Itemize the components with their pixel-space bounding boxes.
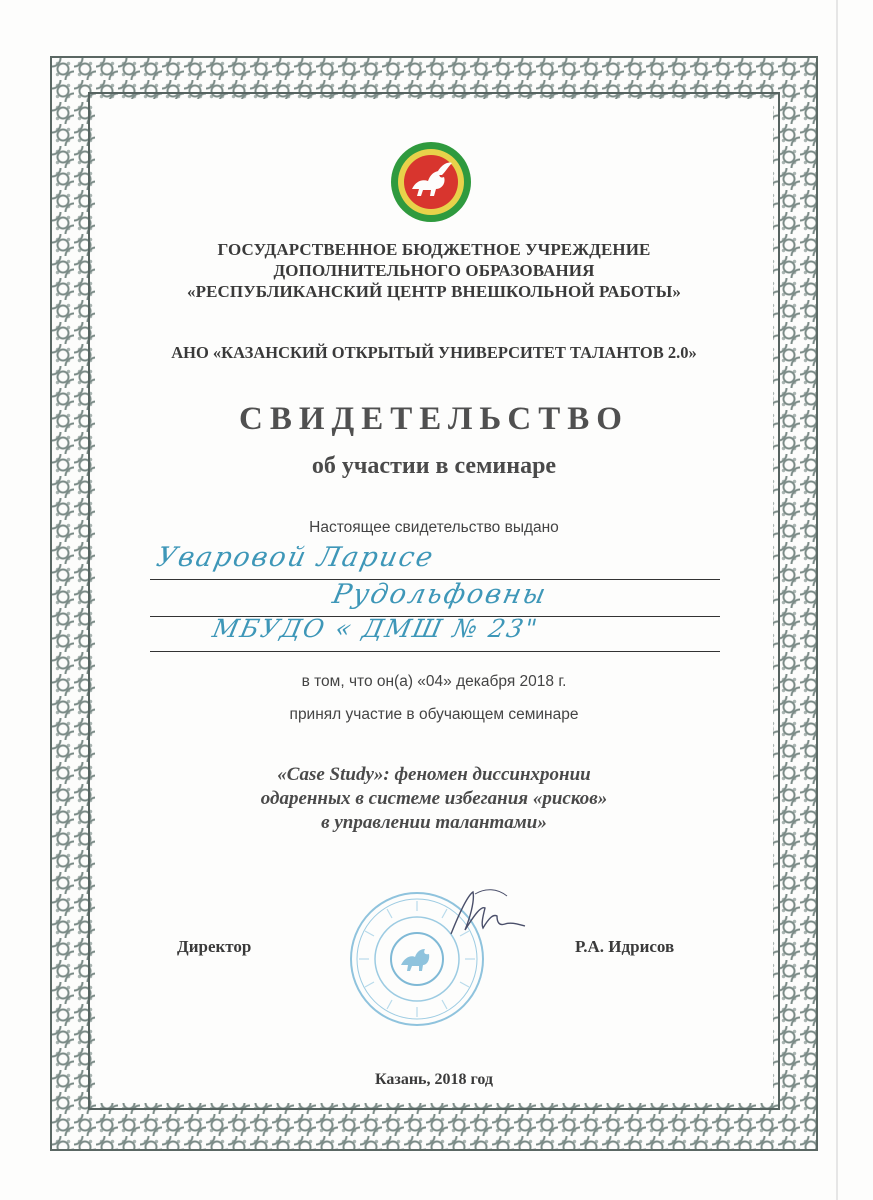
seminar-topic [95,763,773,835]
director-signature-icon [445,884,535,944]
recipient-line-1: Уваровой Ларисе [153,542,438,573]
participated-text: принял участие в обучающем семинаре [289,706,579,723]
topic-line-1: «Case Study»: феномен диссинхронии [277,764,591,785]
org-line-2: ДОПОЛНИТЕЛЬНОГО ОБРАЗОВАНИЯ [273,261,595,280]
signatory-role: Директор [177,937,252,956]
organization-name [95,239,773,302]
name-underline-3 [150,651,720,652]
date-text: в том, что он(а) «04» декабря 2018 г. [301,673,567,690]
topic-line-2: одаренных в системе избегания «рисков» [260,788,608,809]
signatory-name: Р.А. Идрисов [575,937,675,956]
page-edge [836,0,838,1200]
topic-line-3: в управлении талантами» [321,812,547,833]
recipient-line-3: МБУДО « ДМШ № 23" [209,614,542,643]
recipient-line-2: Рудольфовны [329,579,551,610]
certificate-body [95,99,773,1103]
ano-name: АНО «КАЗАНСКИЙ ОТКРЫТЫЙ УНИВЕРСИТЕТ ТАЛАНТОВ 2.0» [171,343,697,362]
certificate-subtitle: об участии в семинаре [311,453,557,479]
certificate-title: СВИДЕТЕЛЬСТВО [239,401,629,437]
place-year: Казань, 2018 год [375,1071,493,1088]
tatarstan-emblem-icon [390,141,472,223]
org-line-1: ГОСУДАРСТВЕННОЕ БЮДЖЕТНОЕ УЧРЕЖДЕНИЕ [217,240,651,259]
org-line-3: «РЕСПУБЛИКАНСКИЙ ЦЕНТР ВНЕШКОЛЬНОЙ РАБОТЫ» [186,282,682,301]
issued-to-label: Настоящее свидетельство выдано [309,519,559,536]
